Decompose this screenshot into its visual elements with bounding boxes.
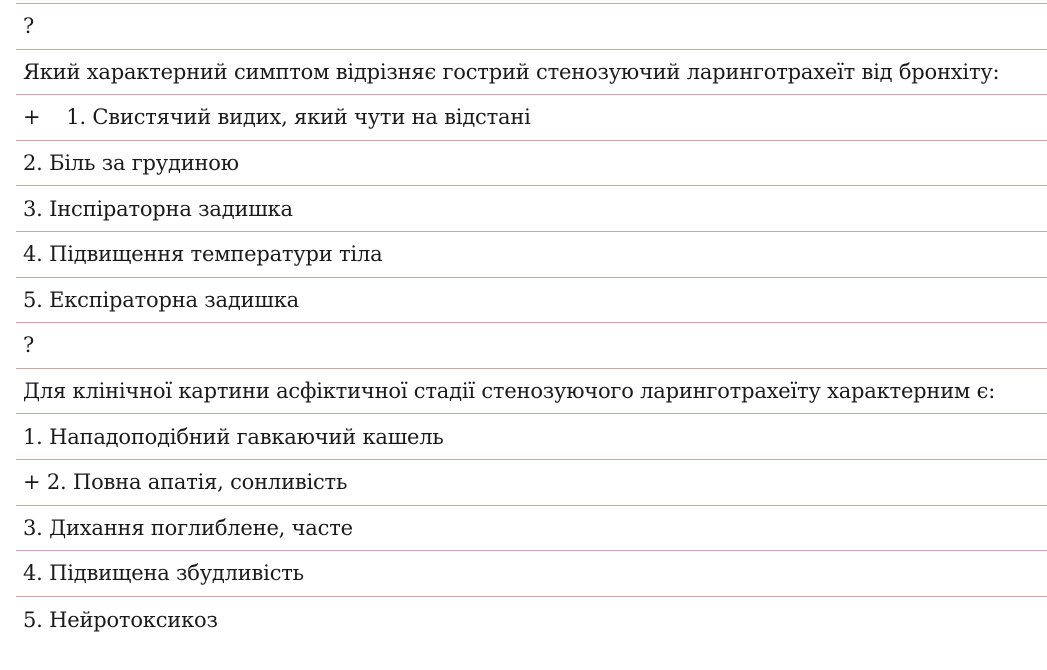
answer-option: 2. Біль за грудиною <box>23 151 239 176</box>
answer-option-correct: + 2. Повна апатія, сонливість <box>23 470 348 495</box>
question-text-row <box>16 369 1047 415</box>
question-text-row <box>16 50 1047 96</box>
answer-option-row <box>16 597 1047 643</box>
answer-option: 3. Дихання поглиблене, часте <box>23 515 353 540</box>
answer-option: 5. Нейротоксикоз <box>23 607 218 632</box>
question-text: Для клінічної картини асфіктичної стадії стенозуючого ларинготрахеїту характерним є: <box>23 379 996 404</box>
answer-option-row <box>16 232 1047 278</box>
answer-option-row <box>16 141 1047 187</box>
question-marker: ? <box>23 14 35 39</box>
answer-option-row <box>16 186 1047 232</box>
answer-option-row <box>16 506 1047 552</box>
answer-option-row <box>16 551 1047 597</box>
answer-option: 4. Підвищена збудливість <box>23 561 304 586</box>
answer-option: 4. Підвищення температури тіла <box>23 242 383 267</box>
test-question-table <box>16 3 1047 642</box>
question-marker: ? <box>23 333 35 358</box>
question-text: Який характерний симптом відрізняє гострий стенозуючий ларинготрахеїт від бронхіту: <box>23 59 1000 84</box>
answer-option-row <box>16 460 1047 506</box>
question-marker-row <box>16 4 1047 50</box>
answer-option-correct: + 1. Свистячий видих, який чути на відстані <box>23 105 531 130</box>
answer-option-row <box>16 278 1047 324</box>
answer-option: 3. Інспіраторна задишка <box>23 196 293 221</box>
question-marker-row <box>16 323 1047 369</box>
answer-option: 1. Нападоподібний гавкаючий кашель <box>23 424 444 449</box>
answer-option: 5. Експіраторна задишка <box>23 287 299 312</box>
answer-option-row <box>16 95 1047 141</box>
answer-option-row <box>16 414 1047 460</box>
